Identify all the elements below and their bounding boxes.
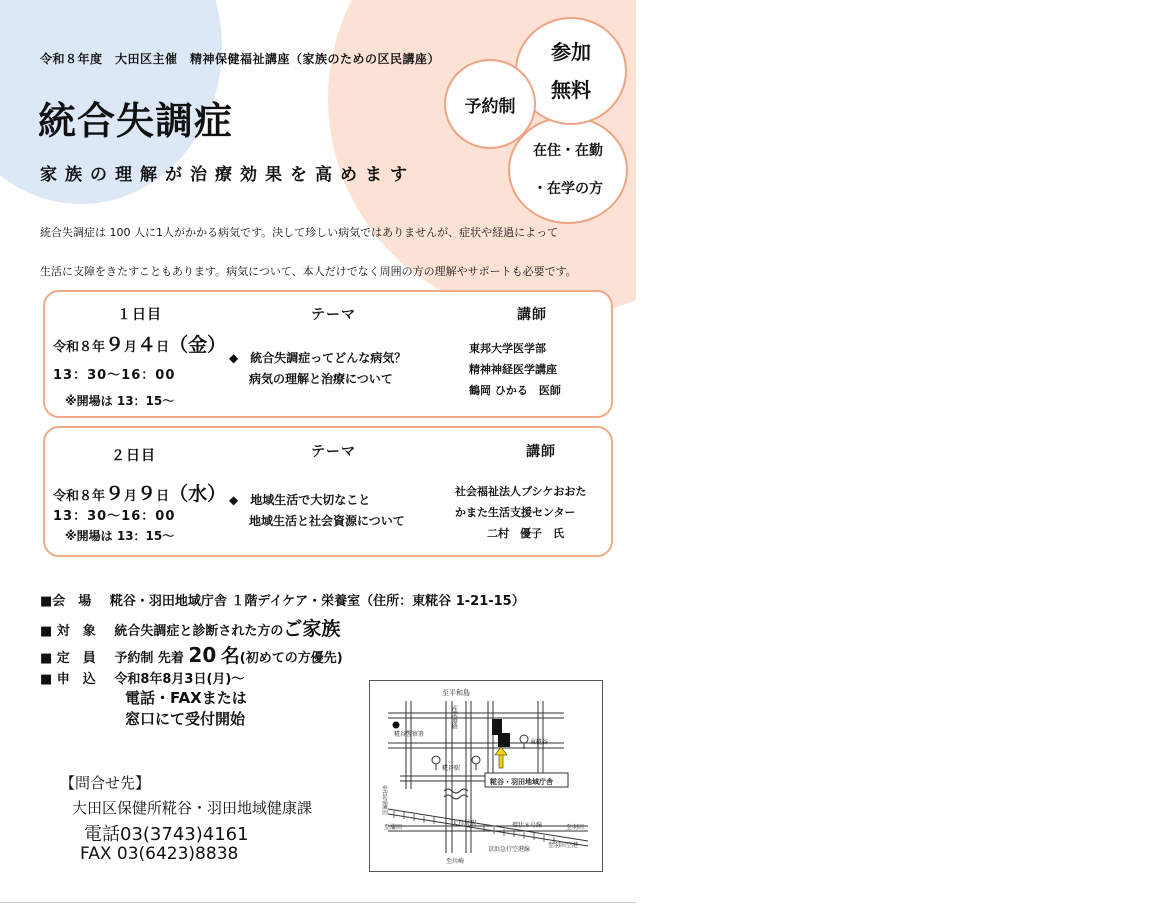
session-time: 13：30～16：00 [53, 368, 176, 383]
capacity-label: ■ 定 員 [40, 651, 96, 666]
map-label-office: 糀谷・羽田地域庁舎 [490, 778, 553, 786]
resident-badge-line1: 在住・在勤 [533, 143, 603, 159]
target-row [40, 614, 340, 641]
lecturer-header: 講師 [517, 307, 547, 323]
theme-header: テーマ [311, 307, 356, 323]
page-divider [0, 902, 636, 903]
session-card-day2 [43, 426, 613, 557]
capacity-number: 20 [188, 643, 217, 667]
session-theme [229, 348, 406, 390]
session-open-time: ※開場は 13：15～ [65, 529, 175, 543]
capacity-note: (初めての方優先) [239, 651, 343, 666]
page-title: 統合失調症 [38, 99, 234, 143]
lecturer-line-3: 鶴岡 ひかる 医師 [469, 384, 561, 397]
capacity-unit: 名 [220, 645, 240, 667]
map-label-to-kamata-left: 至京急蒲田 [380, 785, 388, 815]
free-badge-line2: 無料 [551, 78, 591, 102]
map-label-to-kamata: 至蒲田 [384, 824, 403, 831]
map-label-to-kawasaki: 至川崎 [446, 858, 465, 865]
access-map-drawing [370, 681, 602, 871]
lecturer-line-3: 二村 優子 氏 [487, 527, 564, 540]
target-value: 統合失調症と診断された方の [114, 624, 284, 639]
map-label-to-haneda: 至羽田 [566, 824, 585, 831]
resident-badge-line2: ・在学の方 [533, 181, 603, 197]
theme-header: テーマ [311, 444, 356, 460]
lecturer-line-2: かまた生活支援センター [455, 506, 576, 519]
lecturer-line-1: 社会福祉法人プシケおおた [455, 485, 587, 498]
map-label-keikyu-line: 京浜急行空港線 [488, 846, 531, 853]
session-lecturer [469, 338, 561, 401]
apply-value: 令和8年8月3日(月)～ [114, 672, 245, 687]
venue-row [40, 590, 525, 609]
access-map [369, 680, 603, 872]
theme-line-2: 地域生活と社会資源について [249, 514, 405, 528]
map-label-to-haneda-airport: 至羽田空港 [548, 842, 579, 849]
session-lecturer [455, 481, 586, 544]
apply-label: ■ 申 込 [40, 672, 96, 687]
capacity-prefix: 予約制 先着 [114, 651, 184, 666]
map-label-kojiya-police: 糀谷警察署 [394, 731, 425, 738]
map-label-kanpachi: 環状８号線 [512, 822, 543, 829]
target-emphasis: ご家族 [283, 618, 341, 640]
apply-row [40, 668, 244, 687]
intro-line-2: 生活に支障をきたすこともあります。病気について、本人だけでなく周囲の方の理解やサポートも必要です。 [40, 265, 577, 278]
contact-fax: FAX 03(6423)8838 [80, 844, 239, 864]
apply-line-3: 窓口にて受付開始 [125, 710, 246, 728]
lecturer-line-1: 東邦大学医学部 [469, 342, 546, 355]
venue-label: ■会 場 [40, 594, 92, 609]
contact-tel: 電話03(3743)4161 [84, 824, 249, 845]
theme-line-2: 病気の理解と治療について [249, 372, 393, 386]
session-theme [229, 490, 405, 532]
capacity-row [40, 641, 343, 668]
session-open-time: ※開場は 13：15～ [65, 394, 175, 408]
intro-line-1: 統合失調症は 100 人に1人がかかる病気です。決して珍しい病気ではありませんが、症状や経過によって [40, 226, 559, 239]
session-day-label: １日目 [117, 307, 162, 323]
map-label-kojiya-station: 糀谷駅 [442, 765, 461, 772]
apply-methods [125, 688, 247, 730]
reservation-badge [444, 59, 536, 149]
map-label-sangyo-road: 産業道路 [450, 705, 458, 729]
reservation-badge-label: 予約制 [464, 96, 516, 117]
lecturer-line-2: 精神神経医学講座 [469, 363, 557, 376]
map-label-daitoriisan: 大鳥居駅 [452, 820, 477, 827]
contact-office: 大田区保健所糀谷・羽田地域健康課 [72, 799, 313, 817]
free-badge-line1: 参加 [551, 40, 591, 64]
theme-line-1: ◆ 統合失調症ってどんな病気？ [229, 351, 407, 365]
session-card-day1 [43, 290, 613, 418]
event-header-line: 令和８年度 大田区主催 精神保健福祉講座（家族のための区民講座） [40, 52, 441, 66]
session-date: 令和８年９月４日（金） [53, 334, 227, 356]
map-label-higashikojiya: 東糀谷 [530, 739, 549, 746]
lecturer-header: 講師 [526, 444, 556, 460]
apply-line-2: 電話・FAXまたは [125, 689, 247, 707]
theme-line-1: ◆ 地域生活で大切なこと [229, 493, 371, 507]
session-time: 13：30～16：00 [53, 509, 176, 524]
session-date: 令和８年９月９日（水） [53, 483, 227, 505]
session-day-label: ２日目 [111, 448, 156, 464]
venue-value: 糀谷・羽田地域庁舎 １階デイケア・栄養室（住所：東糀谷 1-21-15） [109, 594, 525, 609]
map-label-to-heiwajima: 至平和島 [442, 689, 470, 697]
target-label: ■ 対 象 [40, 624, 96, 639]
resident-badge [508, 116, 628, 224]
contact-heading: 【問合せ先】 [60, 774, 151, 792]
page-subtitle: 家族の理解が治療効果を高めます [40, 165, 415, 185]
